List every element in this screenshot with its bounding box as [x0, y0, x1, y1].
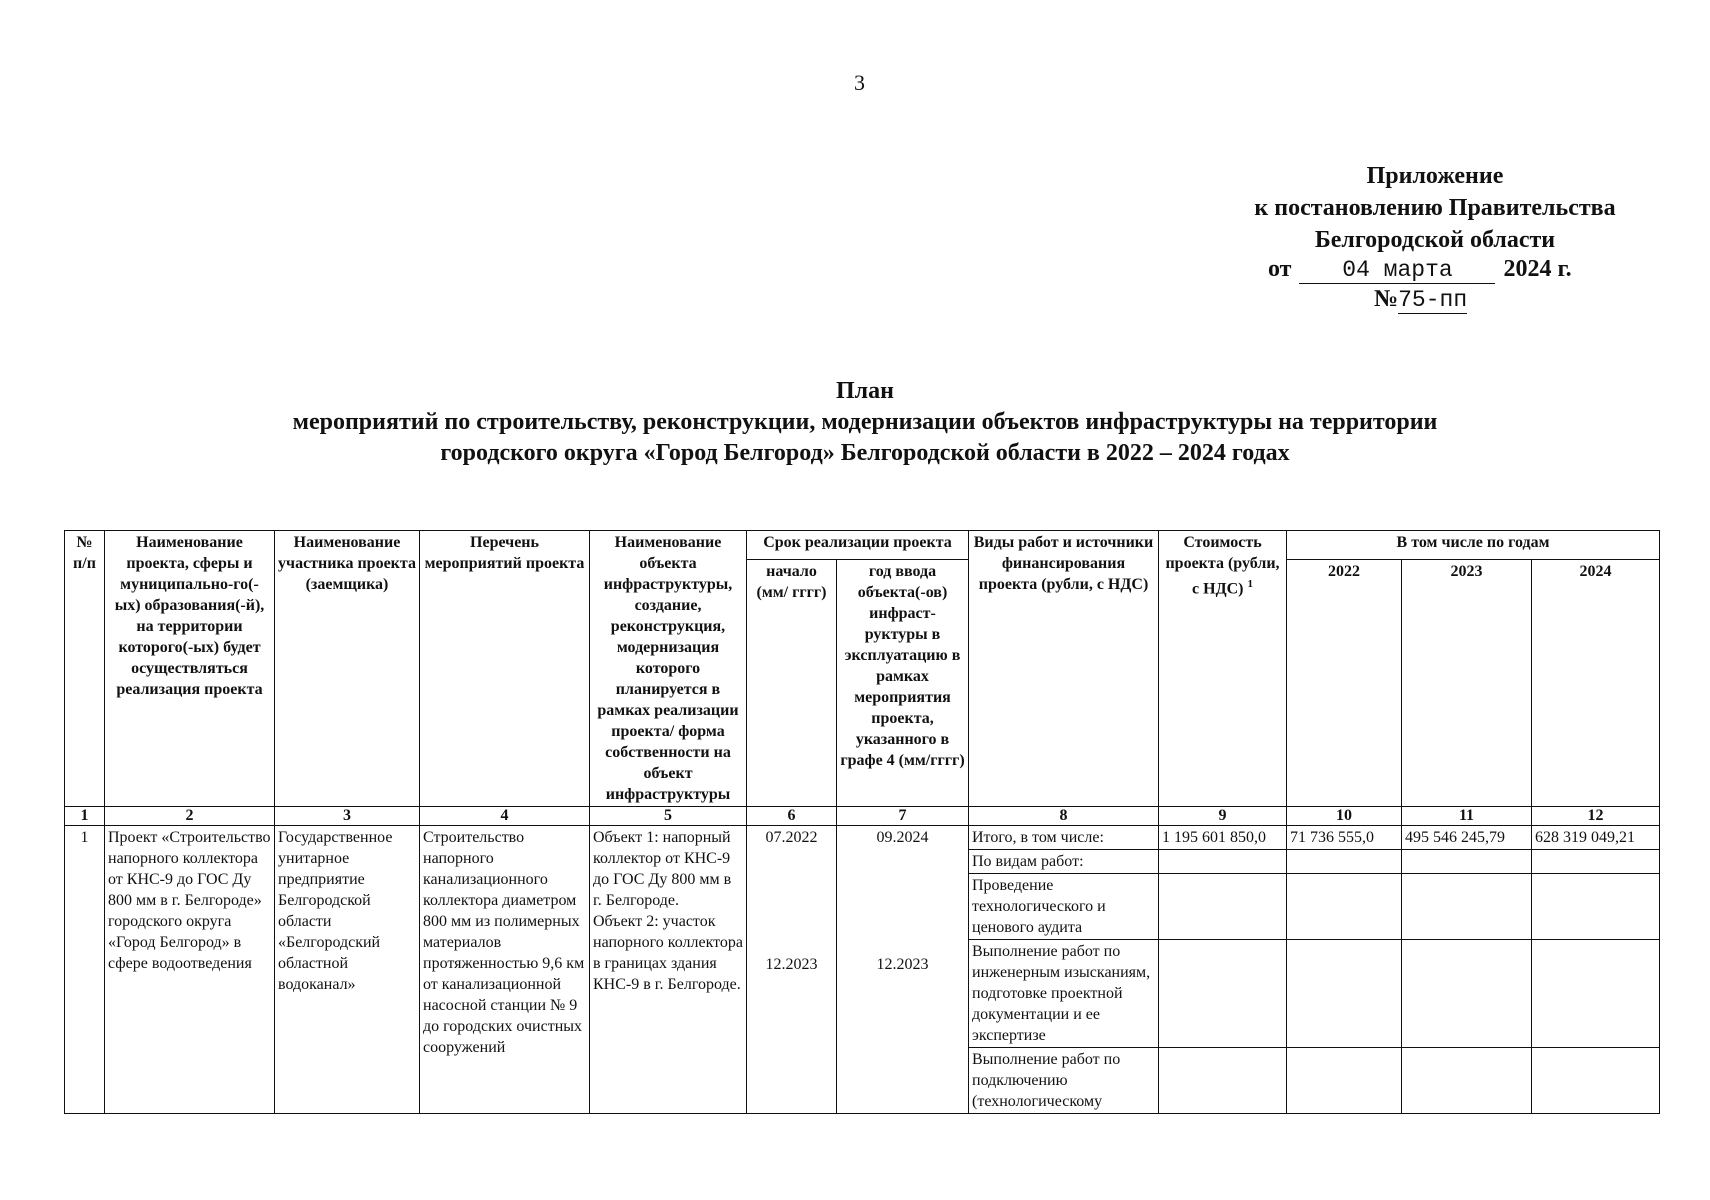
work-type-total: Итого, в том числе:: [969, 826, 1159, 850]
cost-2022: 71 736 555,0: [1287, 826, 1402, 850]
column-number: 3: [275, 807, 420, 826]
work-type-connection: Выполнение работ по подключению (технологическому: [969, 1048, 1159, 1114]
header-num: № п/п: [65, 531, 105, 807]
header-object: Наименование объекта инфраструктуры, создание, реконструкция, модернизация которого планируется в рамках реализации проекта/ форма собственности на объект инфраструктуры: [590, 531, 747, 807]
column-number-row: [65, 807, 1660, 826]
empty-cell: [1402, 874, 1532, 940]
column-number: 11: [1402, 807, 1532, 826]
column-number: 8: [969, 807, 1159, 826]
empty-cell: [1402, 850, 1532, 874]
empty-cell: [1402, 940, 1532, 1048]
title-line-3: городского округа «Город Белгород» Белгородской области в 2022 – 2024 годах: [440, 440, 1290, 466]
page-number: 3: [854, 70, 865, 95]
empty-cell: [1402, 1048, 1532, 1114]
appendix-line: к постановлению Правительства: [1254, 195, 1616, 221]
column-number: 5: [590, 807, 747, 826]
header-project-name: Наименование проекта, сферы и муниципально-го(-ых) образования(-й), на территории которого(-ых) будет осуществляться реализация проекта: [105, 531, 275, 807]
header-participant: Наименование участника проекта (заемщика): [275, 531, 420, 807]
header-commission: год ввода объекта(-ов) инфраст-руктуры в эксплуатацию в рамках мероприятия проекта, указанного в графе 4 (мм/гггг): [837, 560, 969, 807]
empty-cell: [1532, 874, 1660, 940]
title-line-1: План: [836, 378, 894, 404]
table-header-row: [65, 531, 1660, 560]
header-years-group: В том числе по годам: [1287, 531, 1660, 560]
header-activities: Перечень мероприятий проекта: [420, 531, 590, 807]
column-number: 6: [747, 807, 837, 826]
appendix-date: [1268, 256, 1572, 284]
column-number: 7: [837, 807, 969, 826]
empty-cell: [1159, 874, 1287, 940]
header-year-2024: 2024: [1532, 560, 1660, 807]
empty-cell: [1287, 940, 1402, 1048]
commission-date-1: 09.2024: [876, 829, 929, 846]
participant-cell: Государственное унитарное предприятие Белгородской области «Белгородский областной водоканал»: [275, 826, 420, 1114]
empty-cell: [1532, 850, 1660, 874]
column-number: 4: [420, 807, 590, 826]
object-1: Объект 1: напорный коллектор от КНС-9 до ГОС Ду 800 мм в г. Белгороде.: [593, 829, 732, 909]
column-number: 10: [1287, 807, 1402, 826]
empty-cell: [1532, 940, 1660, 1048]
empty-cell: [1159, 850, 1287, 874]
column-number: 1: [65, 807, 105, 826]
work-type-surveys: Выполнение работ по инженерным изысканиям, подготовке проектной документации и ее экспертизе: [969, 940, 1159, 1048]
plan-title: [160, 376, 1570, 469]
header-year-2022: 2022: [1287, 560, 1402, 807]
work-type-by-kind: По видам работ:: [969, 850, 1159, 874]
project-name-cell: Проект «Строительство напорного коллектора от КНС-9 до ГОС Ду 800 мм в г. Белгороде» городского округа «Город Белгород» в сфере водоотведения: [105, 826, 275, 1114]
object-2: Объект 2: участок напорного коллектора в границах здания КНС-9 в г. Белгороде.: [593, 913, 744, 993]
object-cell: [590, 826, 747, 1114]
commission-date-cell: [837, 826, 969, 1114]
total-cost: 1 195 601 850,0: [1159, 826, 1287, 850]
appendix-line: Приложение: [1366, 163, 1504, 189]
header-cost-label: Стоимость проекта (рубли, с НДС): [1165, 534, 1280, 598]
start-date-1: 07.2022: [765, 829, 818, 846]
year-suffix: 2024 г.: [1503, 256, 1572, 282]
date-value: 04 марта: [1299, 257, 1495, 284]
column-number: 9: [1159, 807, 1287, 826]
work-type-audit: Проведение технологического и ценового аудита: [969, 874, 1159, 940]
empty-cell: [1287, 874, 1402, 940]
column-number: 12: [1532, 807, 1660, 826]
row-number: 1: [65, 826, 105, 1114]
empty-cell: [1532, 1048, 1660, 1114]
plan-table: [64, 530, 1660, 1114]
cost-2024: 628 319 049,21: [1532, 826, 1660, 850]
appendix-line: Белгородской области: [1314, 227, 1556, 253]
start-date-cell: [747, 826, 837, 1114]
empty-cell: [1287, 1048, 1402, 1114]
commission-date-2: 12.2023: [876, 956, 929, 973]
footnote-marker: 1: [1247, 578, 1253, 590]
activities-cell: Строительство напорного канализационного коллектора диаметром 800 мм из полимерных материалов протяженностью 9,6 км от канализационной насосной станции № 9 до городских очистных сооружений: [420, 826, 590, 1114]
header-work-types: Виды работ и источники финансирования проекта (рубли, с НДС): [969, 531, 1159, 807]
date-prefix: от: [1268, 256, 1292, 282]
appendix-block: [1200, 160, 1670, 256]
appendix-number: [1374, 286, 1467, 313]
table-row: [65, 826, 1660, 850]
empty-cell: [1159, 1048, 1287, 1114]
column-number: 2: [105, 807, 275, 826]
title-line-2: мероприятий по строительству, реконструкции, модернизации объектов инфраструктуры на территории: [292, 409, 1438, 435]
header-cost: [1159, 531, 1287, 807]
number-value: 75-пп: [1398, 287, 1468, 313]
empty-cell: [1159, 940, 1287, 1048]
start-date-2: 12.2023: [765, 956, 818, 973]
number-prefix: №: [1374, 286, 1399, 312]
header-year-2023: 2023: [1402, 560, 1532, 807]
empty-cell: [1287, 850, 1402, 874]
header-term-group: Срок реализации проекта: [747, 531, 969, 560]
cost-2023: 495 546 245,79: [1402, 826, 1532, 850]
header-start: начало (мм/ гггг): [747, 560, 837, 807]
